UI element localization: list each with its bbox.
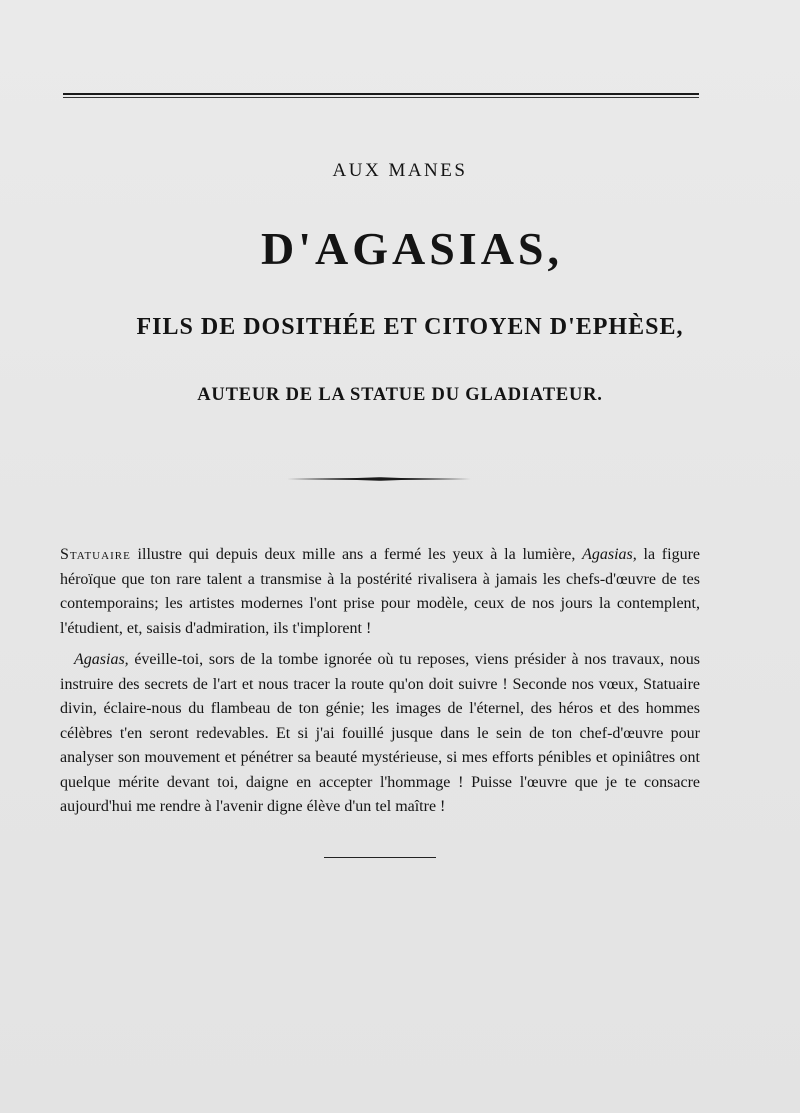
top-rule-thick <box>63 93 699 95</box>
paragraph-1-text-a: illustre qui depuis deux mille ans a fermé les yeux à la lumière, <box>130 546 583 563</box>
top-rule-thin <box>63 97 699 98</box>
paragraph-2-text: éveille-toi, sors de la tombe ignorée où tu reposes, viens présider à nos travaux, nous instruire des secrets de l'art et nous tracer la route qu'on doit suivre ! Seconde nos vœux, Statuaire divin, éclaire-nous du flambeau de ton génie; les images de l'éternel, des héros et des hommes célèbres t'en seront redevables. Et si j'ai fouillé jusque dans le sein de ton chef-d'œuvre pour analyser son mouvement et pénétrer sa beauté mystérieuse, si mes efforts pénibles et opiniâtres ont quelque mérite devant toi, daigne en accepter l'hommage ! Puisse l'œuvre que je te consacre aujourd'hui me rendre à l'avenir digne élève d'un tel maître ! <box>60 651 700 815</box>
dedicatee-name: D'AGASIAS, <box>260 223 563 274</box>
top-double-rule <box>63 93 699 98</box>
lineage-line: FILS DE DOSITHÉE ET CITOYEN D'EPHÈSE, <box>136 314 684 340</box>
paragraph-2 <box>60 648 700 820</box>
paragraph-1 <box>60 543 700 641</box>
paragraph-1-name: Agasias, <box>582 546 637 563</box>
bottom-rule <box>324 857 436 858</box>
paragraph-2-name: Agasias, <box>74 651 129 668</box>
author-line: AUTEUR DE LA STATUE DU GLADIATEUR. <box>197 385 603 405</box>
paragraph-1-lead: Statuaire <box>60 546 131 563</box>
dedication-line: AUX MANES <box>332 160 468 181</box>
ornamental-divider <box>287 476 471 482</box>
paragraph-1-text-b: la figure héroïque que ton rare talent a transmise à la postérité rivalisera à jamais les chefs-d'œuvre de tes contemporains; les artistes modernes l'ont prise pour modèle, ceux de nos jours la contemplent, l'étudient, et, saisis d'admiration, ils t'implorent ! <box>60 546 701 637</box>
